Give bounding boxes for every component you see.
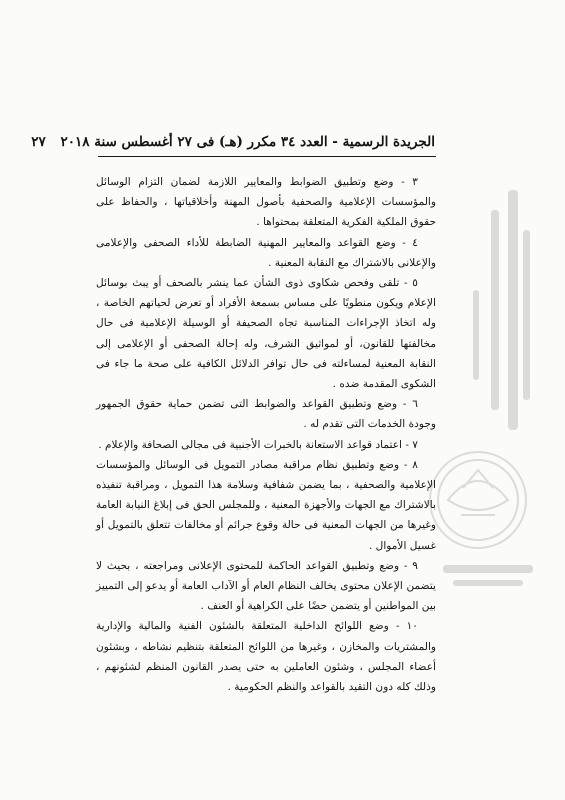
header-title: الجريدة الرسمية - العدد ٣٤ مكرر (هـ) فى ٢٧ أغسطس سنة ٢٠١٨: [60, 134, 435, 150]
header-rule: [98, 156, 436, 157]
page-number: ٢٧: [31, 134, 46, 150]
paragraph-item-3: ٣ - وضع وتطبيق الضوابط والمعايير اللازمة لضمان التزام الوسائل والمؤسسات الإعلامية والصحفية بأصول المهنة وأخلاقياتها ، والحفاظ على حقوق الملكية الفكرية المتعلقة بمحتواها .: [96, 176, 436, 229]
paragraph-item-6: ٦ - وضع وتطبيق القواعد والضوابط التى تضمن حماية حقوق الجمهور وجودة الخدمات التى تقدم له .: [96, 398, 436, 431]
paragraph-item-9: ٩ - وضع وتطبيق القواعد الحاكمة للمحتوى الإعلانى ومراجعته ، بحيث لا يتضمن الإعلان محتوى يخالف النظام العام أو الآداب العامة أو يدعو إلى التمييز بين المواطنين أو يتضمن حضًا على الكراهية أو العنف .: [96, 559, 436, 613]
page-header: [31, 134, 435, 150]
paragraph-item-4: ٤ - وضع القواعد والمعايير المهنية الضابطة للأداء الصحفى والإعلامى والإعلانى بالاشتراك مع النقابة المعنية .: [96, 236, 436, 269]
paragraph-item-7: ٧ - اعتماد قواعد الاستعانة بالخبرات الأجنبية فى مجالى الصحافة والإعلام .: [98, 438, 418, 451]
paragraph-item-8: ٨ - وضع وتطبيق نظام مراقبة مصادر التمويل فى الوسائل والمؤسسات الإعلامية والصحفية ، بما يضمن شفافية وسلامة هذا التمويل ، ومراقبة تنفيذه بالاشتراك مع الجهات والأجهزة المعنية ، وللمجلس الحق فى إبلاغ النيابة العامة وغيرها من الجهات المعنية فى حالة وقوع جرائم أو مخالفات تتعلق بالتمويل أو غسيل الأموال .: [96, 458, 436, 552]
document-body: [96, 172, 436, 697]
paragraph-item-5: ٥ - تلقى وفحص شكاوى ذوى الشأن عما ينشر بالصحف أو يبث بوسائل الإعلام ويكون منطويًا على مساس بسمعة الأفراد أو تعرض لحياتهم الخاصة ، وله اتخاذ الإجراءات المناسبة تجاه الصحيفة أو الوسيلة الإعلامية فى حال مخالفتها للقانون، أو لمواثيق الشرف، وله إحالة الصحفى أو الإعلامى إلى النقابة المعنية لمساءلته فى حال توافر الدلائل الكافية على صحة ما جاء فى الشكوى المقدمة ضده .: [96, 277, 436, 391]
paragraph-item-10: ١٠ - وضع اللوائح الداخلية المتعلقة بالشئون الفنية والمالية والإدارية والمشتريات والمخازن ، وغيرها من اللوائح المتعلقة بتنظيم نشاطه ، وبشئون أعضاء المجلس ، وشئون العاملين به حتى يصدر القانون المنظم لشئونهم ، وذلك كله دون التقيد بالقواعد والنظم الحكومية .: [96, 620, 436, 694]
